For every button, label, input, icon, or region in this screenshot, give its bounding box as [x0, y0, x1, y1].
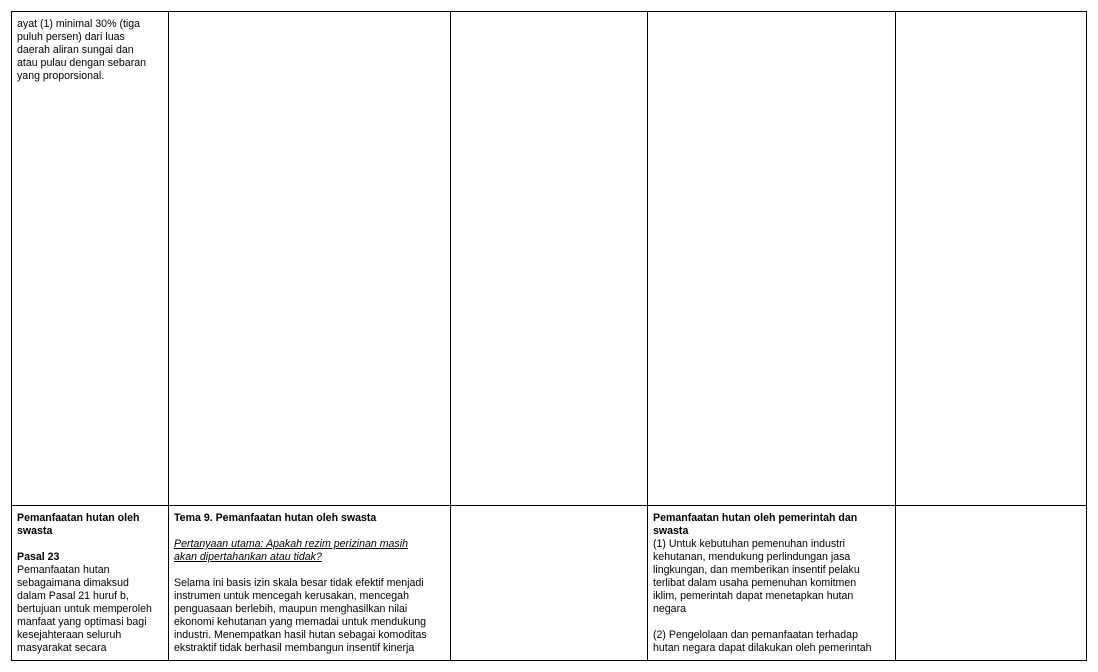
text-line: masyarakat secara [17, 642, 107, 654]
text-line: ekstraktif tidak berhasil membangun insentif kinerja [174, 642, 415, 654]
text-line: industri. Menempatkan hasil hutan sebagai komoditas [174, 629, 427, 641]
text-line: iklim, pemerintah dapat menetapkan hutan [653, 590, 854, 602]
cell-text [653, 629, 890, 655]
text-line: hutan negara dapat dilakukan oleh pemerintah [653, 642, 872, 654]
text-line: ekonomi kehutanan yang memadai untuk mendukung [174, 616, 427, 628]
spacer [17, 538, 163, 551]
question-line: Pertanyaan utama: Apakah rezim perizinan masih [174, 538, 408, 550]
text-line: Selama ini basis izin skala besar tidak efektif menjadi [174, 577, 424, 589]
table-cell [169, 506, 451, 661]
text-line: sebagaimana dimaksud [17, 577, 129, 589]
empty-cell [896, 506, 1087, 661]
table-cell [648, 506, 896, 661]
empty-cell [451, 12, 648, 506]
empty-cell [169, 12, 451, 506]
question-line: akan dipertahankan atau tidak? [174, 551, 322, 563]
text-line: terlibat dalam usaha pemenuhan komitmen [653, 577, 857, 589]
text-line: kehutanan, mendukung perlindungan jasa [653, 551, 851, 563]
empty-cell [896, 12, 1087, 506]
empty-cell [648, 12, 896, 506]
text-line: penguasaan berlebih, maupun menghasilkan nilai [174, 603, 408, 615]
comparison-table [11, 11, 1087, 661]
spacer [174, 525, 445, 538]
theme-heading [174, 512, 445, 525]
cell-heading [17, 512, 163, 538]
text-line: atau pulau dengan sebaran [17, 57, 147, 69]
text-line: bertujuan untuk memperoleh [17, 603, 152, 615]
heading-line: swasta [653, 525, 689, 537]
text-line: Pemanfaatan hutan [17, 564, 110, 576]
text-line: daerah aliran sungai dan [17, 44, 134, 56]
text-line: instrumen untuk mencegah kerusakan, mencegah [174, 590, 409, 602]
text-line: negara [653, 603, 686, 615]
text-line: ayat (1) minimal 30% (tiga [17, 18, 141, 30]
table-cell [12, 12, 169, 506]
cell-text [17, 18, 163, 83]
text-line: yang proporsional. [17, 70, 105, 82]
heading-line: Pemanfaatan hutan oleh pemerintah dan [653, 512, 858, 524]
heading-line: Tema 9. Pemanfaatan hutan oleh swasta [174, 512, 377, 524]
text-line: (1) Untuk kebutuhan pemenuhan industri [653, 538, 845, 550]
text-line: (2) Pengelolaan dan pemanfaatan terhadap [653, 629, 858, 641]
text-line: manfaat yang optimasi bagi [17, 616, 147, 628]
table-row [12, 12, 1087, 506]
spacer [174, 564, 445, 577]
heading-line: swasta [17, 525, 53, 537]
spacer [653, 616, 890, 629]
cell-text [174, 577, 445, 655]
empty-cell [451, 506, 648, 661]
cell-heading [653, 512, 890, 538]
text-line: kesejahteraan seluruh [17, 629, 122, 641]
text-line: dalam Pasal 21 huruf b, [17, 590, 129, 602]
main-question [174, 538, 445, 564]
cell-text [17, 564, 163, 655]
heading-line: Pemanfaatan hutan oleh [17, 512, 140, 524]
table-row [12, 506, 1087, 661]
cell-text [653, 538, 890, 616]
table-cell [12, 506, 169, 661]
pasal-label: Pasal 23 [17, 551, 60, 563]
text-line: lingkungan, dan memberikan insentif pelaku [653, 564, 860, 576]
text-line: puluh persen) dari luas [17, 31, 125, 43]
